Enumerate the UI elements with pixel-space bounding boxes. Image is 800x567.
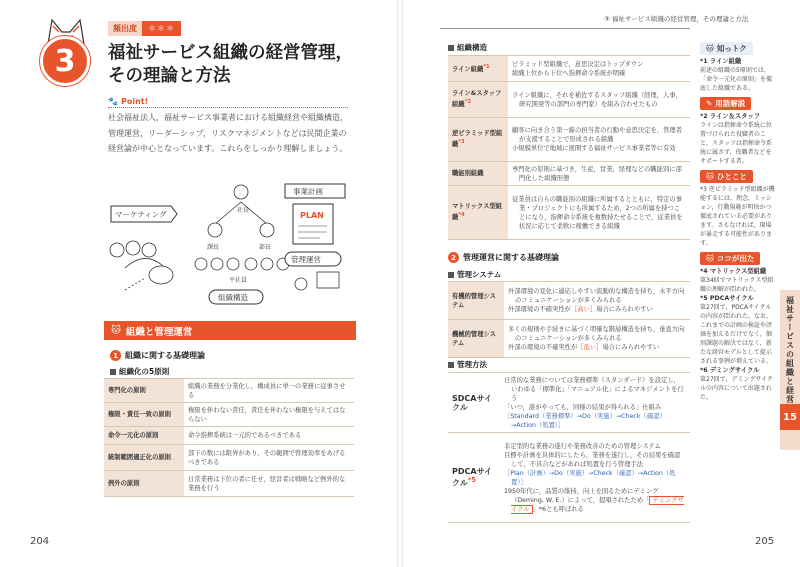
pdca-key-text: PDCAサイクル bbox=[452, 467, 493, 488]
chapter-number-badge: 3 bbox=[40, 36, 90, 86]
bullet-line: 顧客に向き合う第一線の担当者の行動や意思決定を，管理者が支援することで形成される組織 bbox=[512, 127, 683, 143]
principle-key: 統制範囲適正化の原則 bbox=[104, 445, 184, 471]
section-chief-label: 課長 bbox=[207, 244, 220, 251]
subsection-heading-2 bbox=[448, 252, 559, 263]
bullet-line: 日常的な業務については業務標準（スタンダード）を設定し，いわゆる「標準化」「マニュアル化」によるマネジメントを行う bbox=[504, 376, 684, 402]
mgmt-method-heading-text: 管理方法 bbox=[457, 360, 487, 369]
note-5-text: 第27回で，PDCAサイクルの内容が問われた。なお，これまでの計画の検証や評価を加えるだけでなく，個別課題の解決ではなく，新たな経営モデルとして提示される事例が増えている。 bbox=[700, 304, 773, 365]
subsection-number-2: 2 bbox=[448, 252, 459, 263]
management-sign bbox=[285, 252, 341, 290]
mgmt-system-table bbox=[448, 281, 690, 358]
sdca-key: SDCAサイクル bbox=[448, 373, 500, 433]
term-tag bbox=[700, 97, 751, 110]
org-key bbox=[448, 82, 508, 118]
square-bullet-icon bbox=[448, 272, 454, 278]
know-tag-text: 知っトク bbox=[716, 44, 747, 53]
bullet-line: ピラミッド型組織で，意思決定はトップダウン bbox=[512, 60, 644, 68]
square-bullet-icon bbox=[110, 369, 116, 375]
business-plan-label: 事業計画 bbox=[293, 187, 323, 196]
paw-icon: 🐾 bbox=[108, 97, 118, 106]
dept-chief-label: 部長 bbox=[259, 244, 272, 251]
point-heading bbox=[108, 96, 348, 108]
hint-tag-text: ひとこと bbox=[716, 172, 747, 181]
exam-tag-text: ココが出た bbox=[716, 254, 755, 263]
mgmt-key: 有機的管理システム bbox=[448, 282, 504, 320]
sdca-cycle-text: ［Standard（業務標準）→Do（実施）→Check（確認）→Action（処置）］ bbox=[504, 412, 666, 429]
table-row bbox=[448, 56, 690, 82]
section-title: 組織と管理運営 bbox=[125, 326, 193, 338]
table-row bbox=[104, 403, 354, 427]
title-line-1: 福祉サービス組織の経営管理， bbox=[108, 43, 353, 63]
org-key bbox=[448, 186, 508, 240]
pdca-key bbox=[448, 433, 500, 523]
table-row bbox=[448, 82, 690, 118]
mgmt-key: 機械的管理システム bbox=[448, 320, 504, 358]
bullet-line-tail: 場合にみられやすい bbox=[602, 344, 660, 351]
page-title bbox=[108, 42, 353, 88]
principle-key: 権限・責任一致の原則 bbox=[104, 403, 184, 427]
org-structure-sign bbox=[209, 290, 263, 304]
note-4-title: *4 マトリックス型組織 bbox=[700, 268, 767, 275]
bullet-line-tail: 」*6とも呼ばれる bbox=[532, 505, 584, 513]
org-structure-heading-text: 組織構造 bbox=[457, 43, 487, 52]
hint-tag bbox=[700, 170, 753, 183]
intro-text: 社会福祉法人，福祉サービス事業者における組織経営や組織構造，管理運営，リーダーシップ，リスクマネジメントなどは民間企業の経営論が中心となっています。これらをしっかり理解しましょう。 bbox=[108, 113, 348, 153]
org-illustration bbox=[105, 180, 355, 310]
chapter-tab[interactable]: 福祉サービスの組織と経営 bbox=[780, 290, 800, 450]
exam-tag bbox=[700, 252, 760, 265]
table-row bbox=[104, 427, 354, 445]
term-tag-text: 用語解説 bbox=[715, 99, 746, 108]
bullet-line: 専門化の原則に基づき，生産，営業，経理などの職能別に部門化した組織形態 bbox=[512, 165, 682, 182]
square-bullet-icon bbox=[448, 45, 454, 51]
principles-table bbox=[104, 378, 354, 497]
table-row bbox=[104, 471, 354, 497]
note-mark: *1 bbox=[483, 63, 490, 70]
org-value bbox=[508, 82, 690, 118]
note-6-title: *6 デミングサイクル bbox=[700, 367, 760, 374]
sidebar-notes bbox=[700, 40, 776, 402]
mgmt-method-table bbox=[448, 372, 690, 523]
table-row bbox=[448, 118, 690, 162]
subsection-heading-1 bbox=[110, 350, 205, 361]
table-row bbox=[448, 162, 690, 186]
running-head: ③ 福祉サービス組織の経営管理，その理論と方法 bbox=[604, 15, 749, 23]
note-mark: *4 bbox=[458, 212, 465, 219]
note-5-title: *5 PDCAサイクル bbox=[700, 295, 754, 302]
org-key-text: ライン組織 bbox=[452, 66, 484, 74]
note-1-text: 前述の組織の5原則では，「命令一元化の原則」を徹底した組織である。 bbox=[700, 67, 773, 92]
org-value bbox=[508, 162, 690, 186]
bullet-line-text: 外部環境の不確実性が bbox=[508, 306, 571, 313]
mgmt-system-heading bbox=[448, 269, 501, 280]
principle-value: 命令指揮系統は一元的であるべきである bbox=[184, 427, 354, 445]
page-number-right: 205 bbox=[755, 536, 775, 547]
gutter bbox=[397, 0, 403, 567]
note-3-text: *3 逆ピラミッド型組織が機能するには，理念，ミッション，行動規範が明快かつ徹底されている必要があります。さもなければ，現場が暴走する可能性があります。 bbox=[700, 186, 775, 247]
principle-key: 専門化の原則 bbox=[104, 379, 184, 403]
bullet-line-text: 外部の環境の不確実性が bbox=[508, 344, 578, 351]
subsection-title-2: 管理運営に関する基礎理論 bbox=[463, 253, 559, 262]
highlight-text: 低い bbox=[583, 344, 597, 351]
bullet-line: 小規模単位で地域に展開する福祉サービス事業者等に有効 bbox=[512, 145, 676, 152]
staff-label: 平社員 bbox=[229, 277, 248, 284]
table-row bbox=[448, 320, 690, 358]
bullet-line: 外部環境の変化に適応しやすい流動的な構造を持ち，水平方向のコミュニケーションが多くみられる bbox=[508, 288, 685, 304]
cat-face-icon: 🐱 bbox=[706, 44, 714, 53]
note-1-title: *1 ライン組織 bbox=[700, 58, 742, 65]
pencil-icon: ✎ bbox=[706, 99, 713, 108]
cat-face-icon: 🐱 bbox=[706, 172, 714, 181]
section-heading bbox=[104, 321, 356, 340]
chapter-tab-number[interactable]: 15 bbox=[780, 404, 800, 430]
bullet-line: 多くの規則や手続きに基づく明確な階層構造を持ち，垂直方向のコミュニケーションが多くみられる bbox=[508, 326, 685, 342]
bullet-line: 組織上位から下位へ指揮命令系統が明確 bbox=[512, 69, 626, 77]
subsection-title-1: 組織に関する基礎理論 bbox=[125, 351, 205, 360]
principles-heading bbox=[110, 366, 169, 377]
cat-face-icon: 🐱 bbox=[111, 325, 121, 336]
frequency-label: 頻出度 bbox=[108, 21, 142, 36]
org-value bbox=[508, 186, 690, 240]
bullet-line: 外部環境の不確実性が［高い］場合にみられやすい bbox=[508, 306, 653, 313]
note-4-text: 第34回でマトリックス型組織の理解が問われた。 bbox=[700, 277, 774, 293]
business-plan-sign bbox=[285, 184, 345, 244]
plan-label: PLAN bbox=[300, 211, 324, 220]
principle-key: 命令一元化の原則 bbox=[104, 427, 184, 445]
square-bullet-icon bbox=[448, 362, 454, 368]
subsection-number-1: 1 bbox=[110, 350, 121, 361]
mgmt-value bbox=[504, 282, 690, 320]
pdca-cycle-text: ［Plan（計画）→Do（実施）→Check（確認）→Action（処置）］ bbox=[504, 469, 676, 486]
bullet-line: 外部の環境の不確実性が［低い］場合にみられやすい bbox=[508, 344, 660, 351]
president-cat bbox=[195, 185, 289, 284]
org-value bbox=[508, 118, 690, 162]
management-label: 管理運営 bbox=[291, 255, 321, 264]
org-structure-table bbox=[448, 55, 690, 240]
table-row bbox=[448, 433, 690, 523]
bullet-line: 非定型的な業務の遂行や業務改善のための管理システム bbox=[504, 442, 661, 450]
org-value bbox=[508, 56, 690, 82]
principles-heading-text: 組織化の5原則 bbox=[119, 367, 170, 376]
org-structure-label: 組織構造 bbox=[218, 293, 248, 302]
mgmt-value bbox=[504, 320, 690, 358]
running-head-rule bbox=[440, 28, 690, 29]
principle-key: 例外の原則 bbox=[104, 471, 184, 497]
pdca-value bbox=[500, 433, 690, 523]
principle-value: 組織の業務を分業化し，構成員に単一の業務に従事させる bbox=[184, 379, 354, 403]
highlight-text: 高い bbox=[577, 306, 590, 313]
page-number-left: 204 bbox=[30, 536, 50, 547]
bullet-line bbox=[504, 487, 686, 514]
bullet-line-tail: 場合にみられやすい bbox=[596, 306, 653, 313]
principle-value: 日常業務は下位の者に任せ，経営者は戦略など例外的な業務を行う bbox=[184, 471, 354, 497]
note-2-text: ラインは指揮命令系統に位置づけられた役職者のこと。スタッフは指揮命令系統に属さず，役職者などをサポートする者。 bbox=[700, 122, 773, 165]
bullet-line: ライン組織に，それを補佐するスタッフ組織（経理，人事，研究開発等の部門の専門家）を組み合わせたもの bbox=[512, 91, 682, 108]
marketing-label: マーケティング bbox=[115, 210, 167, 219]
cat-face-icon: 🐱 bbox=[706, 254, 714, 263]
point-label: Point! bbox=[120, 97, 149, 106]
principle-value: 部下の数には限界があり，その範囲で管理効率をあげるべきである bbox=[184, 445, 354, 471]
principle-value: 権限を伴わない責任，責任を伴わない権限を与えてはならない bbox=[184, 403, 354, 427]
bullet-line-text: 1950年代に，品質の維持，向上を図るためにデミング（Deming, W. E.）によって，提唱されたため「 bbox=[504, 487, 659, 504]
table-row bbox=[104, 445, 354, 471]
sdca-value bbox=[500, 373, 690, 433]
title-line-2: その理論と方法 bbox=[108, 66, 231, 86]
bullet-line: 目標や計画を具体的にしたら，業務を遂行し，その結果を確認して，不具合などがあれば処置を行う管理手法 bbox=[504, 451, 681, 468]
frequency-stars: ＊＊＊ bbox=[142, 21, 181, 36]
note-mark: *2 bbox=[464, 99, 471, 106]
mgmt-method-heading bbox=[448, 359, 487, 370]
marketing-sign bbox=[111, 206, 177, 222]
table-row bbox=[448, 186, 690, 240]
org-key-text: マトリックス型組織 bbox=[452, 203, 503, 222]
bullet-line: 従業員は自らの職能別の組織に所属するとともに，特定の事業・プロジェクトにも所属するため，2つの所属を持つことになり，指揮命令系統を複数持たせることで，従業員を状況に応じて柔軟に稼働できる組織 bbox=[512, 195, 683, 230]
mgmt-system-heading-text: 管理システム bbox=[457, 270, 502, 279]
cats-group-left bbox=[110, 241, 173, 290]
know-tag bbox=[700, 42, 753, 55]
org-key-text: 職能別組織 bbox=[452, 170, 484, 177]
note-6-text: 第27回で，デミングサイクルの内容について出題された。 bbox=[700, 376, 773, 401]
org-key-text: 逆ピラミッド型組織 bbox=[452, 130, 503, 149]
bullet-line: 「いつ，誰がやっても，同様の結果が得られる」仕組み bbox=[504, 403, 662, 411]
table-row bbox=[448, 373, 690, 433]
note-mark: *5 bbox=[467, 476, 476, 485]
note-2-title: *2 ライン＆スタッフ bbox=[700, 113, 761, 120]
org-structure-heading bbox=[448, 42, 487, 53]
table-row bbox=[448, 282, 690, 320]
highlight-text: デミングサイクル bbox=[511, 496, 684, 513]
org-key bbox=[448, 118, 508, 162]
table-row bbox=[104, 379, 354, 403]
frequency-badge bbox=[108, 20, 181, 36]
org-key bbox=[448, 56, 508, 82]
note-mark: *3 bbox=[458, 139, 465, 146]
president-label: 社長 bbox=[237, 207, 250, 214]
org-key-text: ライン&スタッフ組織 bbox=[452, 90, 502, 109]
org-key bbox=[448, 162, 508, 186]
